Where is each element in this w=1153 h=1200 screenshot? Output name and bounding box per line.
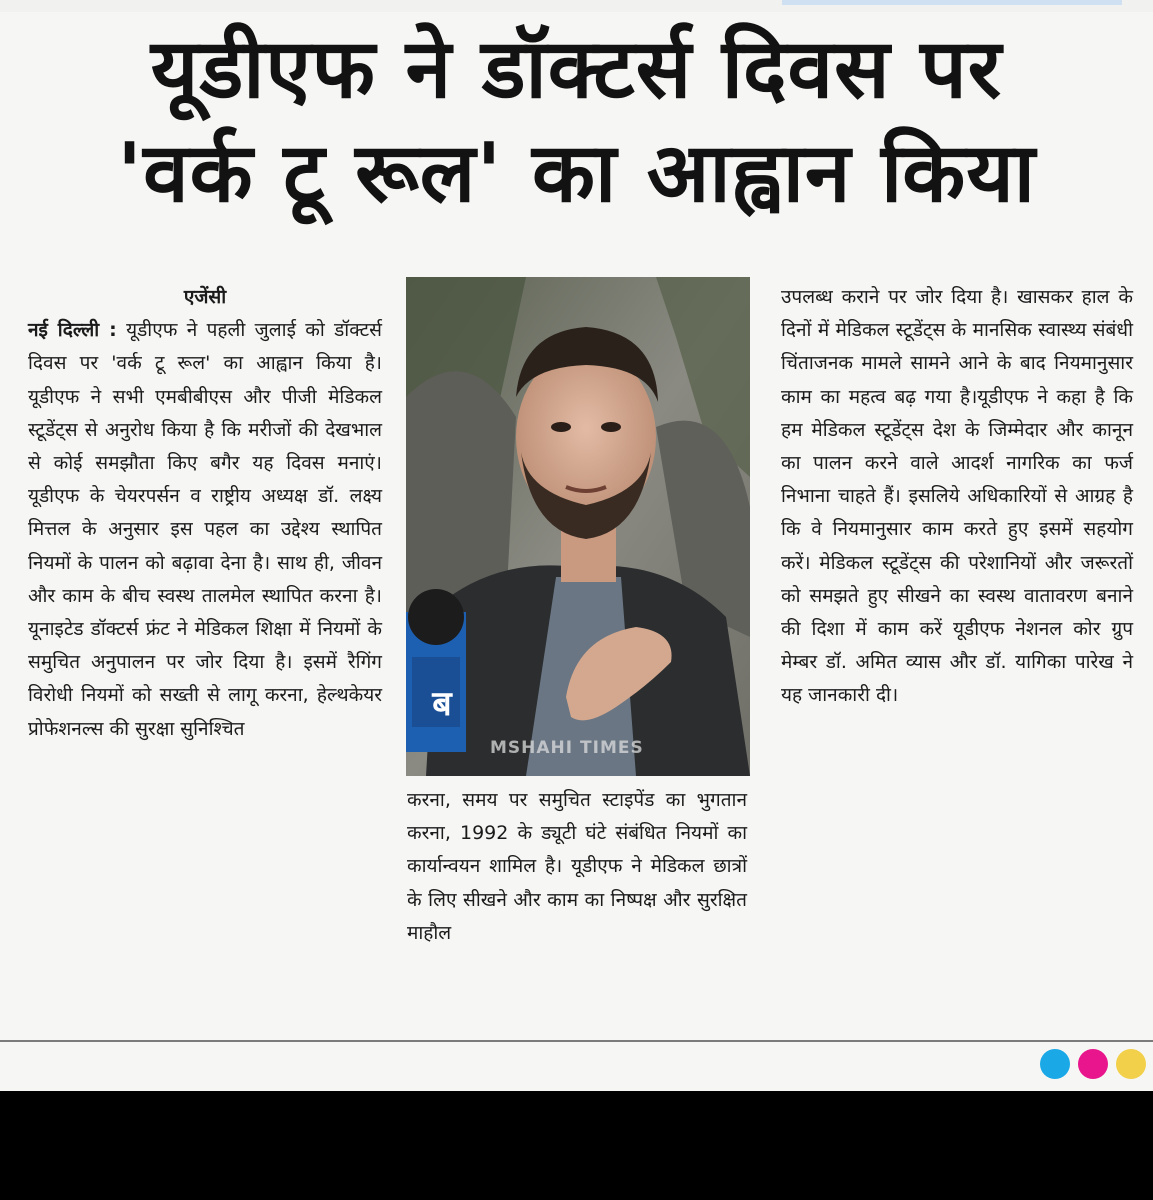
column-3-text: उपलब्ध कराने पर जोर दिया है। खासकर हाल के दिनों में मेडिकल स्टूडेंट्स के मानसिक स्वास्थ्य संबंधी चिंताजनक मामले सामने आने के बाद नियमानुसार काम का महत्व बढ़ गया है।यूडीएफ ने कहा है कि हम मेडिकल स्टूडेंट्स देश के जिम्मेदार और कानून का पालन करने वाले आदर्श नागरिक का फर्ज निभाना चाहते हैं। इसलिये अधिकारियों से आग्रह है कि वे नियमानुसार काम करते हुए इसमें सहयोग करें। मेडिकल स्टूडेंट्स की परेशानियों और जरूरतों को समझते हुए सीखने का स्वस्थ वातावरण बनाने की दिशा में काम करें यूडीएफ नेशनल कोर ग्रुप मेम्बर डॉ. अमित व्यास और डॉ. यागिका पारेख ने यह जानकारी दी। [781,286,1133,707]
photo-watermark: MSHAHI TIMES [490,738,644,758]
news-photo [406,277,750,776]
article-column-1 [28,281,382,746]
print-registration-dots [1040,1049,1150,1081]
column-2-text: करना, समय पर समुचित स्टाइपेंड का भुगतान करना, 1992 के ड्यूटी घंटे संबंधित नियमों का कार्यान्वयन शामिल है। यूडीएफ ने मेडिकल छात्रों के लिए सीखने और काम का निष्पक्ष और सुरक्षित माहौल [407,789,747,944]
article-column-3 [781,281,1133,713]
article-column-2 [407,784,747,950]
cyan-dot [1040,1049,1070,1079]
headline-line-2: 'वर्क टू रूल' का आह्वान किया [116,126,1037,221]
column-1-text: यूडीएफ ने पहली जुलाई को डॉक्टर्स दिवस पर 'वर्क टू रूल' का आह्वान किया है। यूडीएफ ने सभी एमबीबीएस और पीजी मेडिकल स्टूडेंट्स से अनुरोध किया है कि मरीजों की देखभाल से कोई समझौता किए बगैर यह दिवस मनाएं।यूडीएफ के चेयरपर्सन व राष्ट्रीय अध्यक्ष डॉ. लक्ष्य मित्तल के अनुसार इस पहल का उद्देश्य स्थापित नियमों के पालन को बढ़ावा देना है। साथ ही, जीवन और काम के बीच स्वस्थ तालमेल स्थापित करना है। यूनाइटेड डॉक्टर्स फ्रंट ने मेडिकल शिक्षा में नियमों के समुचित अनुपालन पर जोर दिया है। इसमें रैगिंग विरोधी नियमों को सख्ती से लागू करना, हेल्थकेयर प्रोफेशनल्स की सुरक्षा सुनिश्चित [28,319,383,740]
bottom-black-band [0,1091,1153,1200]
yellow-dot [1116,1049,1146,1079]
byline: एजेंसी [183,286,227,308]
top-strip [0,0,1153,12]
headline-line-1: यूडीएफ ने डॉक्टर्स दिवस पर [150,22,1003,117]
bottom-rule [0,1040,1153,1042]
headline [0,18,1153,226]
dateline: नई दिल्ली : [28,319,117,342]
mic-logo-letter: ब [432,684,452,724]
top-color-bar [782,0,1122,5]
magenta-dot [1078,1049,1108,1079]
